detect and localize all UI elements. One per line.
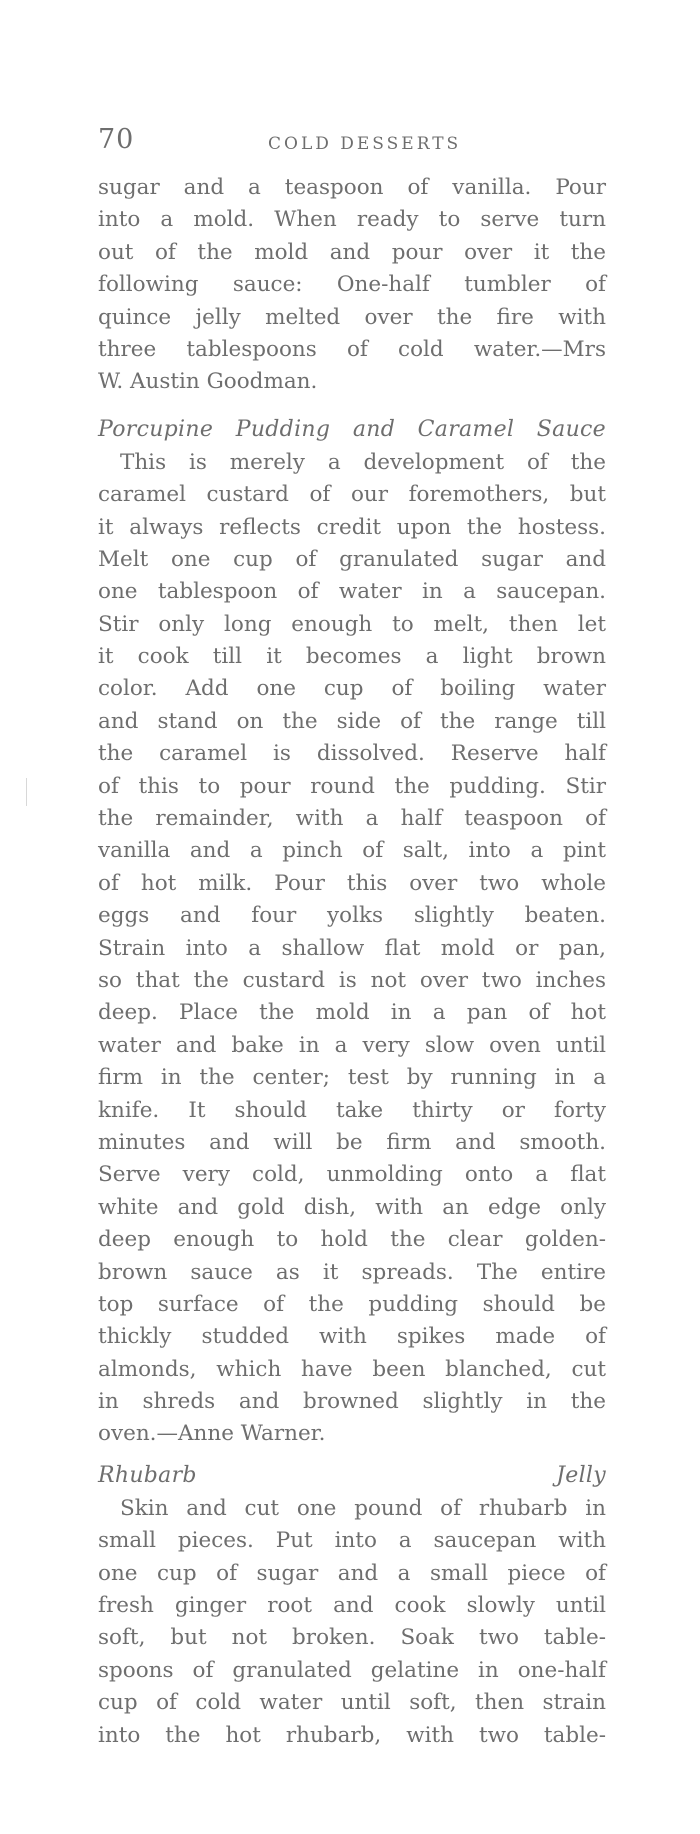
text-line: deep enough to hold the clear golden- [98,1227,606,1253]
text-line: the remainder, with a half teaspoon of [98,806,606,832]
text-line: knife. It should take thirty or forty [98,1097,606,1123]
text-line: Serve very cold, unmolding onto a flat [98,1162,606,1188]
text-line: minutes and will be firm and smooth. [98,1129,606,1155]
recipe-paragraph-porcupine-pudding [98,447,606,1451]
text-line: caramel custard of our foremothers, but [98,482,606,508]
page-header [98,124,603,164]
page-number: 70 [98,124,135,155]
text-line: in shreds and browned slightly in the [98,1389,606,1415]
text-line: oven.—Anne Warner. [98,1421,326,1447]
text-line: out of the mold and pour over it the [98,239,606,265]
text-line: almonds, which have been blanched, cut [98,1356,606,1382]
text-line: white and gold dish, with an edge only [98,1194,606,1220]
text-line: sugar and a teaspoon of vanilla. Pour [98,175,606,200]
running-head: COLD DESSERTS [268,134,462,154]
text-line: eggs and four yolks slightly beaten. [98,903,606,929]
recipe-title-rhubarb-jelly: Rhubarb Jelly [98,1462,606,1488]
text-line: top surface of the pudding should be [98,1291,606,1317]
text-line: brown sauce as it spreads. The entire [98,1259,606,1285]
text-line: Skin and cut one pound of rhubarb in [120,1495,606,1521]
text-line: it always reflects credit upon the hostess. [98,514,606,540]
text-line: three tablespoons of cold water.—Mrs [98,336,606,362]
text-line: fresh ginger root and cook slowly until [98,1593,606,1619]
intro-paragraph [98,172,606,399]
text-line: of this to pour round the pudding. Stir [98,773,606,799]
text-line: vanilla and a pinch of salt, into a pint [98,838,606,864]
text-line: Strain into a shallow flat mold or pan, [98,935,606,961]
margin-mark [26,778,27,806]
text-line: into a mold. When ready to serve turn [98,207,606,233]
text-line: small pieces. Put into a saucepan with [98,1528,606,1554]
text-line: water and bake in a very slow oven until [98,1032,606,1058]
text-line: into the hot rhubarb, with two table- [98,1722,606,1748]
recipe-title-porcupine-pudding: Porcupine Pudding and Caramel Sauce [98,416,606,442]
text-line: one tablespoon of water in a saucepan. [98,579,606,605]
text-line: it cook till it becomes a light brown [98,644,606,670]
text-line: W. Austin Goodman. [98,369,318,395]
body-text [98,172,606,1752]
recipe-paragraph-rhubarb-jelly [98,1493,606,1752]
text-line: following sauce: One-half tumbler of [98,272,606,298]
text-line: the caramel is dissolved. Reserve half [98,741,606,767]
text-line: spoons of granulated gelatine in one-half [98,1657,606,1683]
text-line: and stand on the side of the range till [98,708,606,734]
text-line: thickly studded with spikes made of [98,1324,606,1350]
text-line: of hot milk. Pour this over two whole [98,870,606,896]
text-line: quince jelly melted over the fire with [98,304,606,330]
text-line: soft, but not broken. Soak two table- [98,1625,606,1651]
text-line: This is merely a development of the [120,449,606,475]
text-line: Melt one cup of granulated sugar and [98,546,606,572]
text-line: one cup of sugar and a small piece of [98,1560,606,1586]
text-line: color. Add one cup of boiling water [98,676,606,702]
text-line: firm in the center; test by running in a [98,1065,606,1091]
text-line: Stir only long enough to melt, then let [98,611,606,637]
text-line: deep. Place the mold in a pan of hot [98,1000,606,1026]
text-line: so that the custard is not over two inches [98,967,606,993]
text-line: cup of cold water until soft, then strain [98,1690,606,1716]
